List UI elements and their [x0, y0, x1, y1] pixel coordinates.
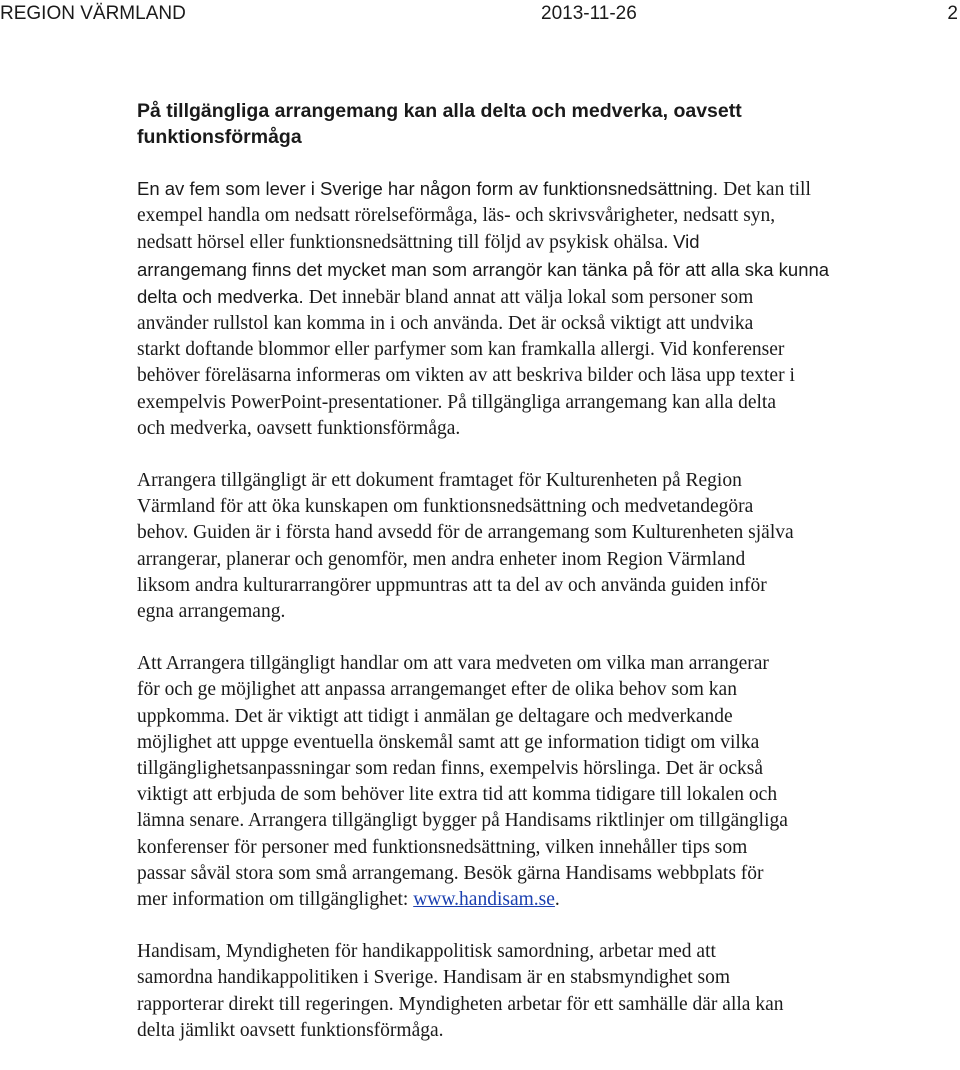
text-line: möjlighet att uppge eventuella önskemål samt att ge information tidigt om vilka — [137, 731, 760, 753]
page-number: 2 — [947, 3, 958, 24]
text-line: starkt doftande blommor eller parfymer som kan framkalla allergi. Vid konferenser — [137, 339, 785, 361]
paragraph-guidelines — [137, 651, 937, 913]
text-line: passar såväl stora som små arrangemang. Besök gärna Handisams webbplats för — [137, 862, 764, 884]
text-line: Arrangera tillgängligt är ett dokument framtaget för Kulturenheten på Region — [137, 470, 742, 492]
text-line: behöver föreläsarna informeras om vikten av att beskriva bilder och läsa upp texter i — [137, 365, 795, 387]
text-line: Att Arrangera tillgängligt handlar om att vara medveten om vilka man arrangerar — [137, 653, 769, 675]
text-line: använder rullstol kan komma in i och använda. Det är också viktigt att undvika — [137, 313, 754, 335]
text-line: delta och medverka. Det innebär bland annat att välja lokal som personer som — [137, 285, 754, 308]
heading-line-2: funktionsförmåga — [137, 126, 302, 148]
document-body — [137, 98, 937, 1070]
page-header — [0, 3, 960, 29]
text-line: arrangerar, planerar och genomför, men andra enheter inom Region Värmland — [137, 548, 746, 570]
handisam-link[interactable]: www.handisam.se — [413, 889, 555, 911]
text-line: exempel handla om nedsatt rörelseförmåga, läs- och skrivsvårigheter, nedsatt syn, — [137, 205, 776, 227]
header-organization: REGION VÄRMLAND — [0, 3, 186, 24]
text-line: En av fem som lever i Sverige har någon form av funktionsnedsättning. Det kan till — [137, 178, 811, 200]
text-line: exempelvis PowerPoint-presentationer. På tillgängliga arrangemang kan alla delta — [137, 391, 776, 413]
text-line: nedsatt hörsel eller funktionsnedsättning till följd av psykisk ohälsa. Vid — [137, 231, 700, 254]
text-line: och medverka, oavsett funktionsförmåga. — [137, 417, 461, 439]
text-line: konferenser för personer med funktionsnedsättning, vilken innehåller tips som — [137, 836, 748, 858]
paragraph-handisam — [137, 939, 937, 1044]
text-line: rapporterar direkt till regeringen. Myndigheten arbetar för ett samhälle där alla kan — [137, 993, 784, 1015]
paragraph-document-purpose — [137, 468, 937, 625]
text-line: Värmland för att öka kunskapen om funktionsnedsättning och medvetandegöra — [137, 496, 754, 518]
text-line: viktigt att erbjuda de som behöver lite extra tid att komma tidigare till lokalen och — [137, 784, 778, 806]
text-line: tillgänglighetsanpassningar som redan finns, exempelvis hörslinga. Det är också — [137, 758, 764, 780]
text-line: för och ge möjlighet att anpassa arrangemanget efter de olika behov som kan — [137, 679, 737, 701]
text-line: egna arrangemang. — [137, 601, 286, 623]
text-line: delta jämlikt oavsett funktionsförmåga. — [137, 1019, 444, 1041]
text-line: mer information om tillgänglighet: www.handisam.se. — [137, 889, 560, 911]
text-line: lämna senare. Arrangera tillgängligt bygger på Handisams riktlinjer om tillgängliga — [137, 810, 788, 832]
header-date: 2013-11-26 — [541, 3, 637, 24]
text-line: uppkomma. Det är viktigt att tidigt i anmälan ge deltagare och medverkande — [137, 705, 733, 727]
section-heading — [137, 98, 937, 150]
heading-line-1: På tillgängliga arrangemang kan alla delta och medverka, oavsett — [137, 100, 742, 122]
paragraph-intro — [137, 176, 937, 442]
text-line: samordna handikappolitiken i Sverige. Handisam är en stabsmyndighet som — [137, 967, 731, 989]
text-line: Handisam, Myndigheten för handikappolitisk samordning, arbetar med att — [137, 941, 716, 963]
text-line: arrangemang finns det mycket man som arrangör kan tänka på för att alla ska kunna — [137, 258, 830, 280]
text-line: behov. Guiden är i första hand avsedd för de arrangemang som Kulturenheten själva — [137, 522, 794, 544]
text-line: liksom andra kulturarrangörer uppmuntras att ta del av och använda guiden inför — [137, 574, 767, 596]
